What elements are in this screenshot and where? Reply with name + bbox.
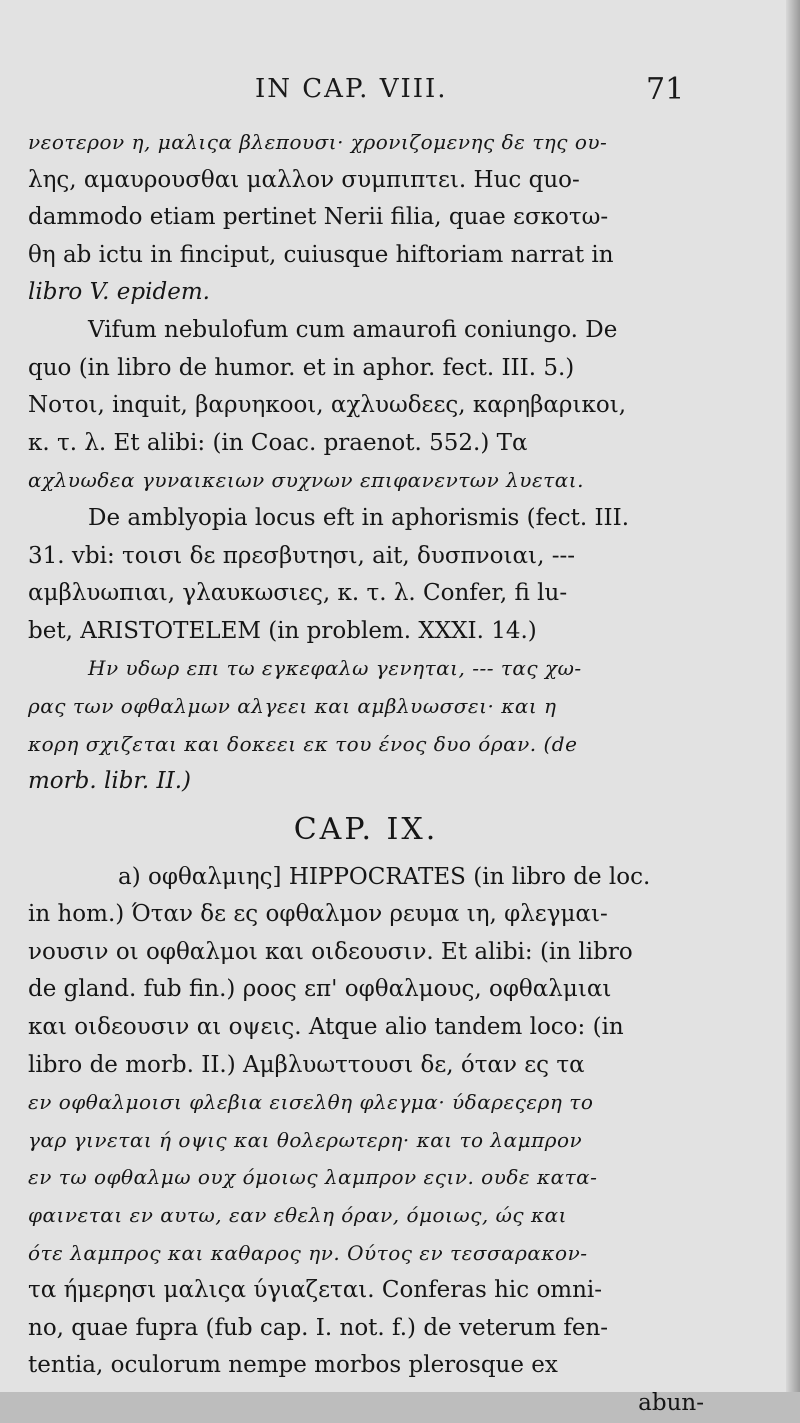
text-line: κ. τ. λ. Et alibi: (in Coac. praenot. 552.) Τα	[28, 429, 528, 456]
text-line: αμβλυωπιαι, γλαυκωσιες, κ. τ. λ. Confer, fi lu-	[28, 580, 568, 607]
chapter-heading: CAP. IX.	[293, 811, 439, 847]
text-line: dammodo etiam pertinet Nerii filia, quae εσκοτω-	[28, 204, 609, 231]
text-line: tentia, oculorum nempe morbos plerosque ex	[28, 1352, 558, 1379]
text-line: εν τω οφθαλμω ουχ όμοιως λαμπρον εςιν. ουδε κατα-	[28, 1165, 598, 1190]
page-edge-shadow	[786, 0, 800, 1392]
text-line: ρας των οφθαλμων αλγεει και αμβλυωσσει· και η	[28, 693, 557, 718]
text-line: εν οφθαλμοισι φλεβια εισελθη φλεγμα· ύδαρεςερη το	[28, 1090, 594, 1115]
text-line: γαρ γινεται ή οψις και θολερωτερη· και το λαμπρον	[28, 1127, 583, 1152]
text-line: no, quae fupra (fub cap. I. not. f.) de veterum fen-	[28, 1314, 609, 1341]
text-line: θη ab ictu in finciput, cuiusque hiftoriam narrat in	[28, 241, 614, 268]
text-line: morb. libr. II.)	[28, 768, 191, 795]
text-line: ότε λαμπρος και καθαρος ην. Ούτος εν τεσσαρακον-	[28, 1240, 588, 1265]
running-head: IN CAP. VIII.	[255, 74, 448, 104]
body-text	[28, 124, 704, 1423]
text-line: libro V. epidem.	[28, 279, 210, 306]
text-line: in hom.) Όταν δε ες οφθαλμον ρευμα ιη, φλεγμαι-	[28, 901, 608, 928]
footnote-label: a)	[118, 863, 141, 890]
text-line: νεοτερον η, μαλιςα βλεπουσι· χρονιζομενης δε της ου-	[28, 130, 608, 154]
text-line: Νοτοι, inquit, βαρυηκοοι, αχλυωδεες, καρηβαρικοι,	[28, 392, 627, 419]
text-line: τα ήμερησι μαλιςα ύγιαζεται. Conferas hic omni-	[28, 1277, 603, 1304]
quote-start-line: Ην υδωρ επι τω εγκεφαλω γενηται, --- τας χω-	[88, 656, 582, 681]
text-line: νουσιν οι οφθαλμοι και οιδεουσιν. Et alibi: (in libro	[28, 938, 633, 965]
text-line: 31. vbi: τοισι δε πρεσβυτησι, ait, δυσπνοιαι, ---	[28, 542, 576, 569]
text-line: de gland. fub fin.) ροος επ' οφθαλμους, οφθαλμιαι	[28, 976, 612, 1003]
footnote-text: οφθαλμιης] HIPPOCRATES (in libro de loc.	[148, 863, 651, 890]
text-line: bet, ARISTOTELEM (in problem. XXXI. 14.)	[28, 617, 537, 644]
text-line: quo (in libro de humor. et in aphor. fect. III. 5.)	[28, 354, 575, 381]
text-line: κορη σχιζεται και δοκεει εκ του ένος δυο όραν. (de	[28, 731, 578, 756]
page-number: 71	[646, 72, 685, 107]
text-line: φαινεται εν αυτω, εαν εθελη όραν, όμοιως, ώς και	[28, 1203, 567, 1228]
catchword: abun-	[638, 1390, 704, 1416]
paragraph-start-line: Vifum nebulofum cum amaurofi coniungo. De	[88, 316, 618, 343]
footnote-start-line	[28, 859, 704, 897]
text-line: και οιδεουσιν αι οψεις. Atque alio tandem loco: (in	[28, 1014, 624, 1041]
text-line: λης, αμαυρουσθαι μαλλον συμπιπτει. Huc quo-	[28, 166, 580, 193]
page-header	[0, 70, 800, 110]
text-line: libro de morb. II.) Αμβλυωττουσι δε, όταν ες τα	[28, 1051, 585, 1078]
text-line: αχλυωδεα γυναικειων συχνων επιφανεντων λυεται.	[28, 468, 584, 493]
paragraph-start-line: De amblyopia locus eft in aphorismis (fect. III.	[88, 504, 630, 531]
